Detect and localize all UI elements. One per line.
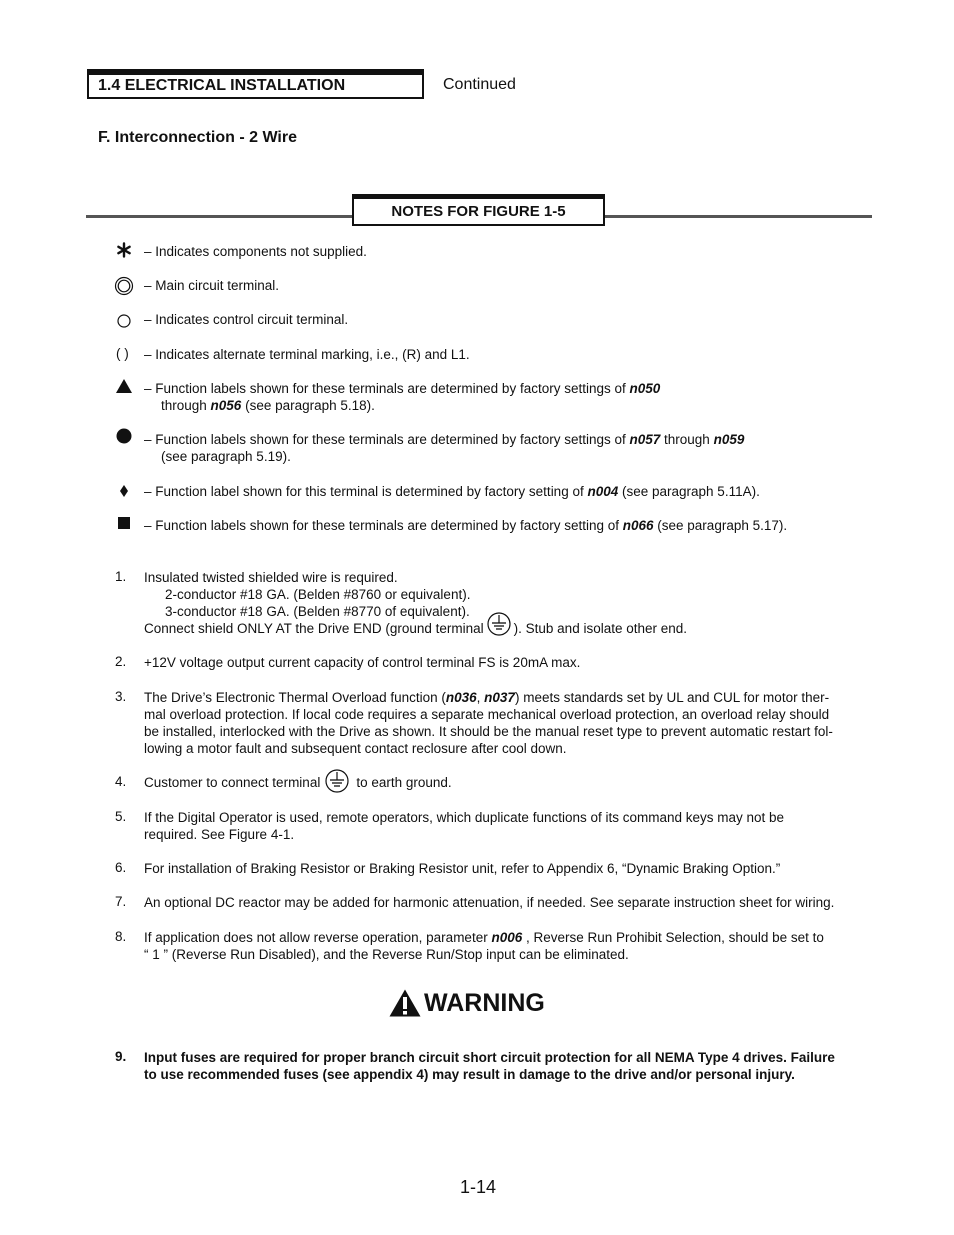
note-7: An optional DC reactor may be added for harmonic attenuation, if needed. See separate instruction sheet for wiring. [144,895,835,910]
asterisk-icon [113,240,135,260]
section-title: 1.4 ELECTRICAL INSTALLATION [98,77,346,94]
warning-heading: WARNING [388,988,545,1018]
note-number: 3. [115,689,127,704]
double-circle-icon [113,276,135,296]
legend-text-7: – Function label shown for this terminal is determined by factory setting of n004 (see paragraph 5.11A). [144,484,760,499]
continued-label: Continued [443,76,516,93]
legend-text-4: – Indicates alternate terminal marking, i.e., (R) and L1. [144,347,470,362]
note-8: If application does not allow reverse operation, parameter n006 , Reverse Run Prohibit Selection, should be set to “ 1 ” (Reverse Run Disabled), and the Reverse Run/Stop input can be eliminated. [144,930,824,962]
legend-text-5: – Function labels shown for these terminals are determined by factory settings of n050 through n056 (see paragraph 5.18). [144,381,661,413]
filled-circle-icon [113,426,135,446]
note-3: The Drive’s Electronic Thermal Overload function (n036, n037) meets standards set by UL and CUL for motor ther- mal overload protection. If local code requires a separate mechanical overload protection, an overload relay should be installed, interlocked with the Drive as shown. It should be the manual reset type to prevent automatic restart fol- lowing a motor fault and subsequent contact reclosure after cool down. [144,690,833,756]
note-number: 8. [115,929,127,944]
note-number: 7. [115,894,127,909]
note-number: 4. [115,774,127,789]
note-number: 5. [115,809,127,824]
legend-text-1: – Indicates components not supplied. [144,244,367,259]
legend-text-6: – Function labels shown for these terminals are determined by factory settings of n057 through n059 (see paragraph 5.19). [144,432,745,464]
note-9-warning: Input fuses are required for proper branch circuit short circuit protection for all NEMA Type 4 drives. Failure to use recommended fuses (see appendix 4) may result in damage to the drive and/or personal injury. [144,1050,835,1082]
ground-terminal-icon [484,620,514,637]
circle-icon [113,311,135,331]
note-4: Customer to connect terminal to earth ground. [144,774,874,791]
legend-text-2: – Main circuit terminal. [144,278,280,293]
note-6: For installation of Braking Resistor or Braking Resistor unit, refer to Appendix 6, “Dynamic Braking Option.” [144,861,781,876]
triangle-icon [113,376,135,396]
note-number: 9. [115,1049,127,1064]
note-number: 6. [115,860,127,875]
note-number: 2. [115,654,127,669]
diamond-icon [113,481,135,501]
warning-icon [388,988,422,1018]
note-2: +12V voltage output current capacity of control terminal FS is 20mA max. [144,655,581,670]
note-1: Insulated twisted shielded wire is required. 2-conductor #18 GA. (Belden #8760 or equivalent). 3-conductor #18 GA. (Belden #8770 of equivalent). Connect shield ONLY AT the Drive END (ground terminal ). Stub and isolate other end. [144,570,688,636]
note-5: If the Digital Operator is used, remote operators, which duplicate functions of its command keys may not be required. See Figure 4-1. [144,810,785,842]
page-number: 1-14 [460,1177,497,1197]
square-icon [113,513,135,533]
subheading: F. Interconnection - 2 Wire [98,129,297,146]
legend-text-8: – Function labels shown for these terminals are determined by factory setting of n066 (see paragraph 5.17). [144,518,788,533]
legend-text-3: – Indicates control circuit terminal. [144,312,349,327]
ground-terminal-icon [320,774,356,791]
parens-symbol: ( ) [116,346,129,361]
note-number: 1. [115,569,127,584]
notes-title: NOTES FOR FIGURE 1-5 [391,203,566,220]
